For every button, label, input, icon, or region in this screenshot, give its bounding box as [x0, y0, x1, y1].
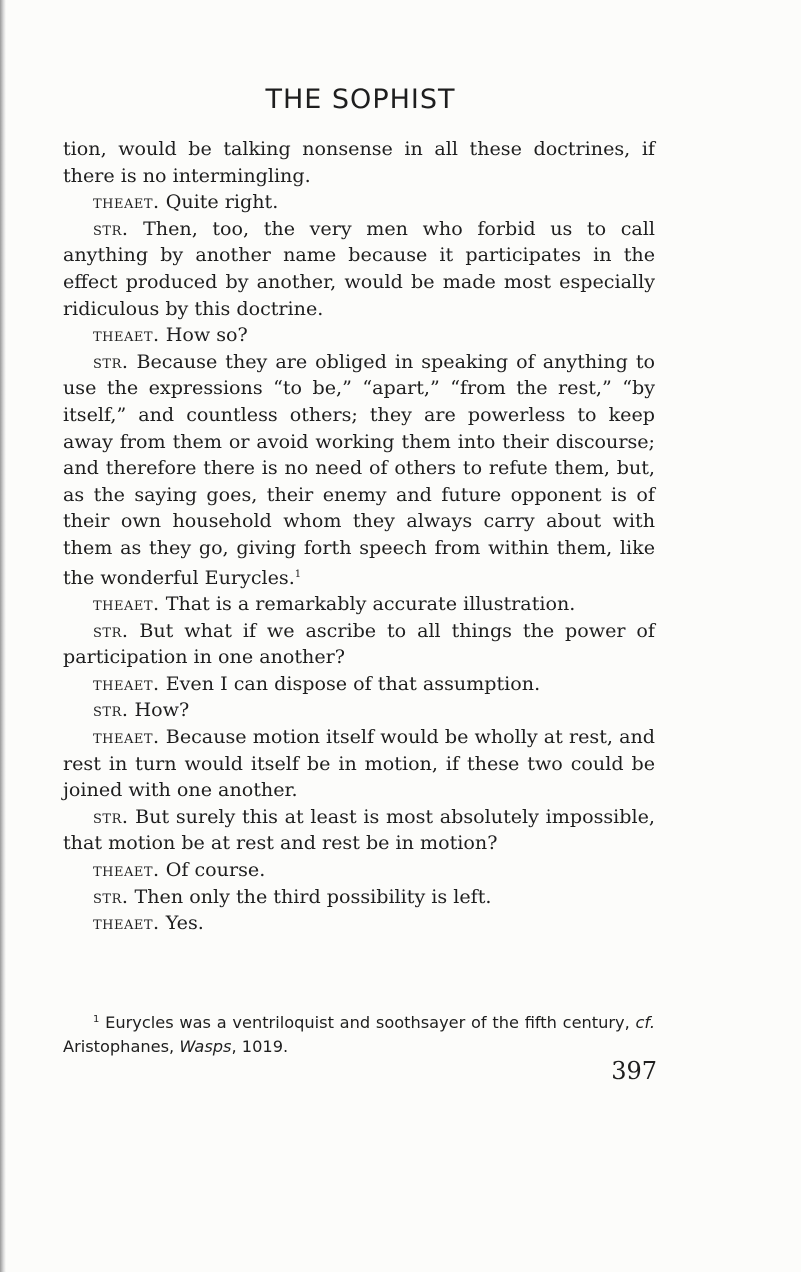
dialogue-line: [63, 591, 655, 618]
speech-text: Then, too, the very men who forbid us to call anything by another name because it participates in the effect produced by another, would be made most especially ridiculous by this doctrine.: [63, 216, 655, 320]
running-head: THE SOPHIST: [265, 84, 456, 115]
speaker-label: theaet.: [93, 858, 160, 882]
speech-text: Then only the third possibility is left.: [134, 884, 492, 908]
page-number: 397: [611, 1057, 657, 1085]
dialogue-line: [63, 724, 655, 804]
speaker-label: str.: [93, 216, 129, 240]
dialogue-line: [63, 322, 655, 349]
speaker-label: theaet.: [93, 671, 160, 695]
speech-text: Yes.: [165, 911, 204, 935]
footnote-text-mid: Aristophanes,: [63, 1037, 180, 1056]
speaker-label: str.: [93, 618, 129, 642]
dialogue-line: [63, 349, 655, 591]
speech-text: That is a remarkably accurate illustration.: [165, 592, 576, 616]
dialogue-line: [63, 618, 655, 671]
speech-text: How so?: [165, 323, 248, 347]
dialogue-line: [63, 857, 655, 884]
footnote-cf: cf.: [635, 1013, 655, 1032]
dialogue-line: [63, 216, 655, 322]
dialogue-line: [63, 697, 655, 724]
footnote-reference: 1: [294, 568, 302, 580]
footnote-text-before: Eurycles was a ventriloquist and soothsayer of the fifth century,: [105, 1013, 636, 1032]
speaker-label: theaet.: [93, 190, 160, 214]
footnote-text-after: , 1019.: [231, 1037, 289, 1056]
speaker-label: str.: [93, 349, 129, 373]
speaker-label: theaet.: [93, 911, 160, 935]
dialogue-line: [63, 884, 655, 911]
opening-line: tion, would be talking nonsense in all these doctrines, if there is no intermingling.: [63, 137, 655, 187]
speech-text: Because they are obliged in speaking of anything to use the expressions “to be,” “apart,” “from the rest,” “by itself,” and countless others; they are powerless to keep away from them or avoid working them into their discourse; and therefore there is no need of others to refute them, but, as the saying goes, their enemy and future opponent is of their own household whom they always carry about with them as they go, giving forth speech from within them, like the wonderful Eurycles.: [63, 349, 655, 589]
speech-text: But what if we ascribe to all things the power of participation in one another?: [63, 618, 655, 669]
footnote-work-title: Wasps: [179, 1037, 232, 1056]
dialogue-line: [63, 910, 655, 937]
speech-text: But surely this at least is most absolutely impossible, that motion be at rest and rest be in motion?: [63, 804, 655, 855]
page-gutter-shadow: [0, 0, 6, 1272]
footnote-marker: 1: [93, 1014, 100, 1025]
speaker-label: str.: [93, 698, 129, 722]
speaker-label: theaet.: [93, 725, 160, 749]
speech-text: Because motion itself would be wholly at rest, and rest in turn would itself be in motion, if these two could be joined with one another.: [63, 725, 655, 802]
speech-text: Even I can dispose of that assumption.: [165, 671, 541, 695]
dialogue-line: [63, 671, 655, 698]
footnote: [63, 1008, 655, 1059]
speech-text: Quite right.: [165, 190, 279, 214]
speaker-label: theaet.: [93, 592, 160, 616]
speaker-label: theaet.: [93, 323, 160, 347]
speech-text: How?: [134, 698, 190, 722]
exchange-list: [63, 189, 655, 937]
speaker-label: str.: [93, 804, 129, 828]
speaker-label: str.: [93, 884, 129, 908]
dialogue-line: [63, 804, 655, 857]
speech-text: Of course.: [165, 858, 266, 882]
dialogue-body: [63, 136, 655, 937]
dialogue-line: [63, 189, 655, 216]
